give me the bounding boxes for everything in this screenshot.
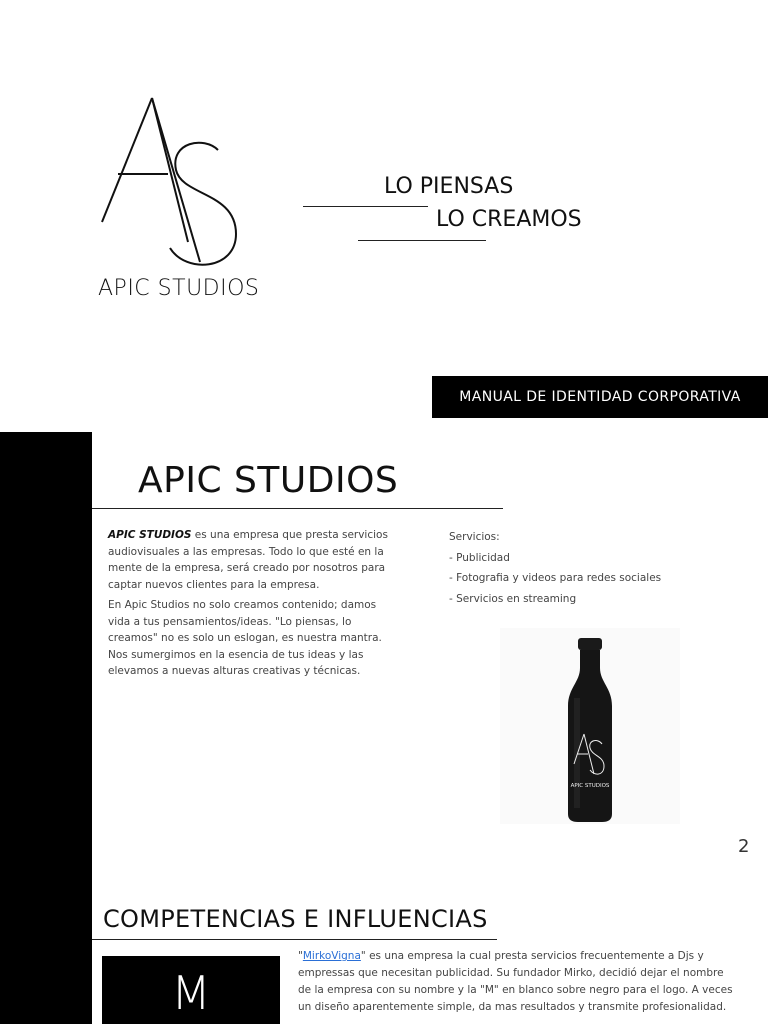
title-underline [92, 508, 503, 509]
m-letter: M [171, 966, 211, 1020]
intro-p1-text: es una empresa que presta servicios audiovisuales a las empresas. Todo lo que esté en la mente de la empresa, será creado por nosotros para captar nuevos clientes para la empresa. [108, 529, 388, 591]
services-title: Servicios: [449, 531, 500, 543]
service-item: - Servicios en streaming [449, 592, 577, 605]
mirkovigna-logo [102, 956, 280, 1024]
competencias-body: " es una empresa la cual presta servicios frecuentemente a Djs y empressas que necesitan publicidad. Su fundador Mirko, decidió dejar el nombre de la empresa con su nombre y la "M" en blanco sobre negro para el logo. A veces un diseño aparentemente simple, da mas resultados y transmite profesionalidad. [298, 950, 733, 1013]
logo-wordmark: APIC STUDIOS [98, 276, 260, 301]
apic-studios-logo-mark-icon [96, 92, 246, 272]
slogan-underline-2 [358, 240, 486, 241]
bottle-logo-text: APIC STUDIOS [570, 783, 610, 789]
intro-text [108, 527, 388, 684]
service-item: - Fotografia y videos para redes sociales [449, 572, 662, 584]
manual-banner: MANUAL DE IDENTIDAD CORPORATIVA [432, 376, 768, 418]
slogan-line-1: LO PIENSAS [384, 174, 514, 199]
service-item: - Publicidad [449, 551, 510, 564]
slogan-line-2: LO CREAMOS [436, 207, 582, 232]
mirkovigna-link[interactable]: MirkoVigna [302, 950, 361, 962]
page-side-bar [0, 432, 92, 1024]
competencias-text [298, 948, 738, 1016]
branded-bottle-image [500, 628, 680, 824]
intro-brand: APIC STUDIOS [108, 529, 192, 541]
page-title: APIC STUDIOS [138, 460, 399, 501]
intro-paragraph-1 [108, 527, 388, 593]
intro-paragraph-2: En Apic Studios no solo creamos contenido; damos vida a tus pensamientos/ideas. "Lo piensas, lo creamos" no es solo un eslogan, es nuestra mantra. Nos sumergimos en la esencia de tus ideas y las elevamos a nuevas alturas creativas y técnicas. [108, 599, 382, 677]
quote-open: " [298, 950, 303, 962]
services-list [449, 527, 661, 609]
section-underline [92, 939, 497, 940]
page-number: 2 [738, 836, 750, 857]
slogan-underline-1 [303, 206, 428, 207]
section-heading-competencias: COMPETENCIAS E INFLUENCIAS [103, 905, 488, 933]
